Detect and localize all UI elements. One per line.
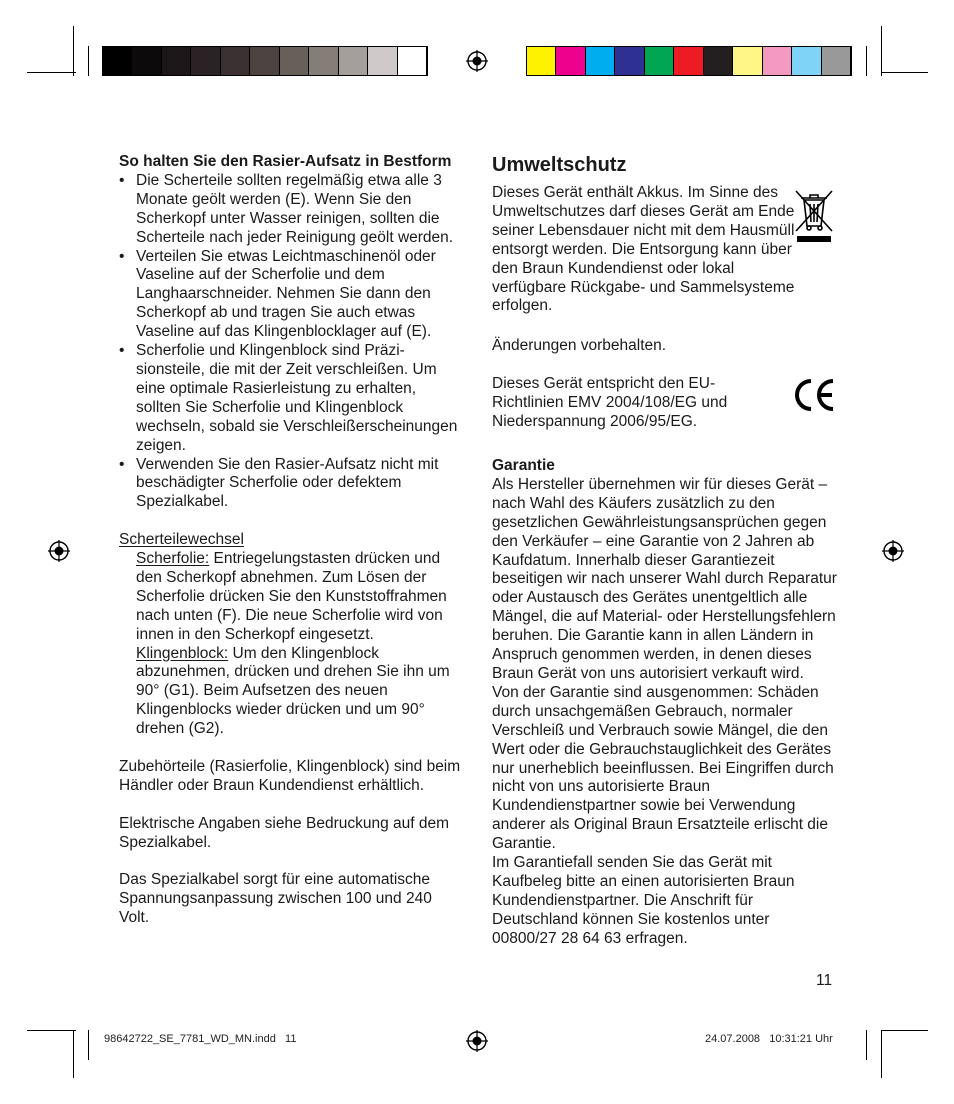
color-swatch (556, 47, 585, 75)
gray-swatch (250, 47, 279, 75)
warranty-section (492, 457, 837, 949)
warranty-paragraph: Als Hersteller übernehmen wir für dieses Gerät – nach Wahl des Käufers zusätzlich zu den gesetzlichen Gewährleistungsansprüchen gegen den Verkäufer – eine Garantie von 2 Jahren ab Kaufdatum. Innerhalb dieser Garantiezeit beseitigen wir nach unserer Wahl durch Reparatur oder Austausch des Gerätes unentgeltlich alle Mängel, die auf Material- oder Herstellungsfehlern beruhen. Die Garantie kann in allen Ländern in Anspruch genommen werden, in denen dieses Braun Gerät von uns autorisiert verkauft wird. (492, 475, 837, 682)
color-swatch (527, 47, 556, 75)
block-label: Klingenblock: (136, 644, 229, 662)
crop-mark-icon (73, 1030, 74, 1078)
gray-swatch (280, 47, 309, 75)
gray-swatch (191, 47, 220, 75)
changes-note: Änderungen vorbehalten. (492, 337, 667, 354)
gray-swatch (339, 47, 368, 75)
accessories-paragraph: Zubehörteile (Rasierfolie, Klingenblock) sind beim Händler oder Braun Kundendienst erhältlich. (119, 757, 461, 794)
ce-mark-icon (791, 377, 837, 413)
color-swatch (645, 47, 674, 75)
list-item: • Scherfolie und Klingenblock sind Präzisionsteile, die mit der Zeit verschleißen. Um eine optimale Rasierleistung zu erhalten, sollten Sie Scherfolie und Klingenblock wechseln, sobald sie Verschleißerscheinungen zeigen. (119, 342, 464, 455)
gray-swatch (309, 47, 338, 75)
foil-text: Entriegelungstasten drücken und den Scherkopf abnehmen. Zum Lösen der Scherfolie drücken Sie den Kunststoffrahmen nach unten (F). Die neue Scherfolie wird von innen in den Scherkopf eingesetzt. (136, 550, 447, 643)
crop-mark-icon (88, 1030, 89, 1060)
gray-swatch (132, 47, 161, 75)
weee-crossed-bin-icon (793, 186, 835, 244)
color-swatch (674, 47, 703, 75)
list-item: • Verwenden Sie den Rasier-Aufsatz nicht mit beschädigter Scherfolie oder defektem Spezialkabel. (119, 456, 464, 513)
grayscale-color-bar (102, 46, 428, 76)
crop-mark-icon (88, 46, 89, 76)
gray-swatch (221, 47, 250, 75)
list-item: • Verteilen Sie etwas Leichtmaschinenöl oder Vaseline auf der Scherfolie und dem Langhaarschneider. Nehmen Sie dann den Scherkopf ab und tragen Sie auch etwas Vaseline auf das Klingenblocklager auf (E). (119, 248, 464, 343)
color-swatch (792, 47, 821, 75)
left-column (119, 153, 464, 928)
process-color-bar (526, 46, 852, 76)
page-number: 11 (816, 972, 833, 989)
warranty-heading: Garantie (492, 457, 555, 474)
color-swatch (615, 47, 644, 75)
eu-paragraph: Dieses Gerät entspricht den EU-Richtlinien EMV 2004/108/EG und Niederspannung 2006/95/EG. (492, 375, 728, 430)
care-heading: So halten Sie den Rasier-Aufsatz in Bestform (119, 153, 452, 170)
claim-paragraph: Im Garantiefall senden Sie das Gerät mit Kaufbeleg bitte an einen autorisierten Braun Kundendienstpartner. Die Anschrift für Deutschland können Sie kostenlos unter 00800/27 28 64 63 erfragen. (492, 854, 795, 947)
color-swatch (704, 47, 733, 75)
crop-mark-icon (881, 1030, 928, 1031)
gray-swatch (103, 47, 132, 75)
gray-swatch (368, 47, 397, 75)
list-item: • Die Scherteile sollten regelmäßig etwa alle 3 Monate geölt werden (E). Wenn Sie den Scherkopf unter Wasser reinigen, sollten die Scherteile nach jeder Reinigung geölt werden. (119, 172, 464, 248)
foil-paragraph (119, 550, 464, 645)
block-paragraph (119, 645, 464, 740)
color-swatch (733, 47, 762, 75)
exclusions-paragraph: Von der Garantie sind ausgenommen: Schäden durch unsachgemäßen Gebrauch, normaler Verschleiß und Verbrauch sowie Mängel, die den Wert oder die Gebrauchstauglichkeit des Gerätes nur unerheblich beeinflussen. Bei Eingriffen durch nicht von uns autorisierte Braun Kundendienstpartner sowie bei Verwendung anderer als Original Braun Ersatzteile erlischt die Garantie. (492, 683, 834, 853)
electrical-paragraph: Elektrische Angaben siehe Bedruckung auf dem Spezialkabel. (119, 814, 450, 851)
crop-mark-icon (27, 1030, 76, 1031)
registration-mark-icon (466, 50, 488, 72)
crop-mark-icon (27, 72, 76, 73)
foil-label: Scherfolie: (136, 550, 210, 568)
registration-mark-icon (466, 1030, 488, 1052)
block-text: Um den Klingenblock abzunehmen, drücken und drehen Sie ihn um 90° (G1). Beim Aufsetzen des neuen Klingenblocks wieder drücken und um 90° drehen (G2). (136, 644, 450, 738)
registration-mark-icon (48, 540, 70, 562)
crop-mark-icon (73, 26, 74, 76)
gray-swatch (162, 47, 191, 75)
crop-mark-icon (881, 1030, 882, 1078)
environment-paragraph: Dieses Gerät enthält Akkus. Im Sinne des Umweltschutzes darf dieses Gerät am Ende seiner Lebensdauer nicht mit dem Hausmüll entsorgt werden. Die Entsorgung kann über den Braun Kundendienst oder lokal verfügbare Rückgabe- und Sammelsysteme erfolgen. (492, 184, 795, 315)
registration-mark-icon (882, 540, 904, 562)
color-swatch (763, 47, 792, 75)
footer-file-info: 98642722_SE_7781_WD_MN.indd 11 (104, 1033, 297, 1045)
footer-timestamp: 24.07.2008 10:31:21 Uhr (705, 1033, 833, 1045)
crop-mark-icon (866, 46, 867, 76)
exchange-heading: Scherteilewechsel (119, 531, 244, 549)
color-swatch (586, 47, 615, 75)
gray-swatch (398, 47, 427, 75)
crop-mark-icon (881, 72, 928, 73)
voltage-paragraph: Das Spezialkabel sorgt für eine automatische Spannungsanpassung zwischen 100 und 240 Volt. (119, 871, 432, 927)
crop-mark-icon (866, 1030, 867, 1060)
page-title: Umweltschutz (492, 154, 627, 176)
crop-mark-icon (881, 26, 882, 76)
color-swatch (822, 47, 851, 75)
